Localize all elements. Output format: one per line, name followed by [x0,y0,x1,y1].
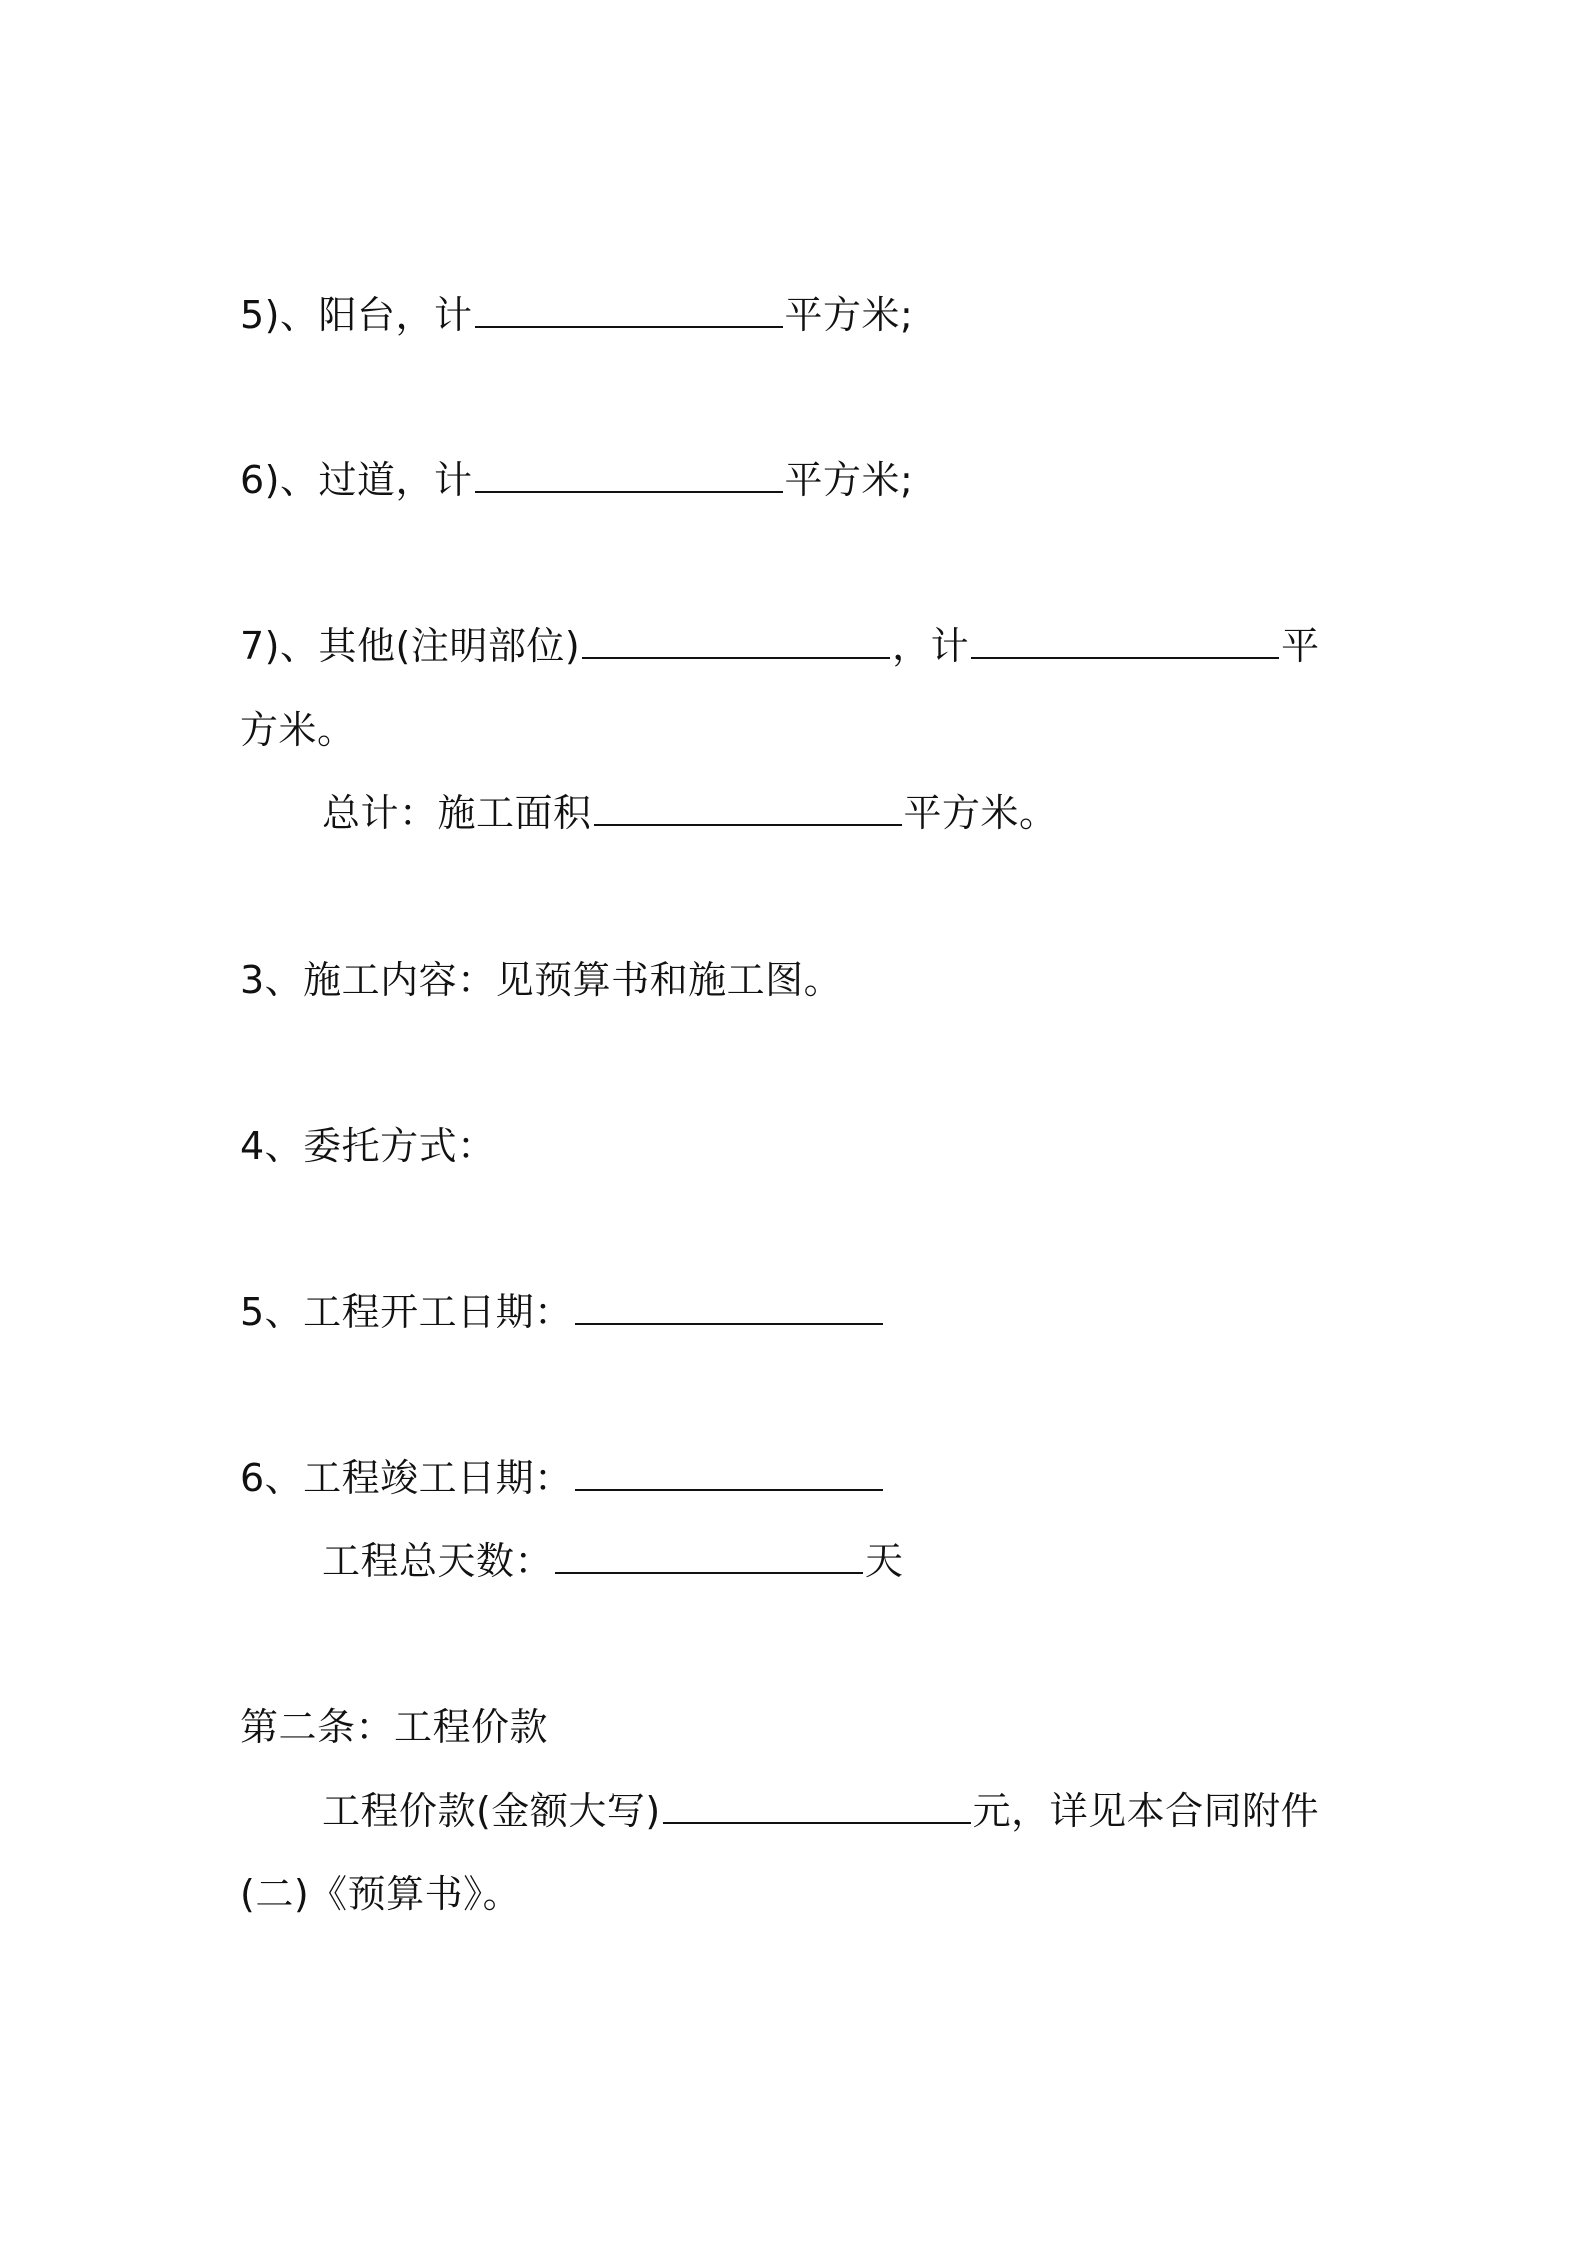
total-days-blank [555,1538,863,1574]
end-date-blank [575,1455,883,1491]
total-area-label: 总计：施工面积 [322,791,592,835]
other-count-label: ，计 [892,624,970,668]
line-end-date [240,1454,885,1502]
line-balcony [240,291,913,339]
line-total-area [322,789,1058,837]
article-two-heading: 第二条：工程价款 [240,1705,549,1749]
line-construction-content [240,956,842,1004]
other-label: 7)、其他(注明部位) [240,624,581,668]
line-other-continued [240,706,356,754]
total-area-unit: 平方米。 [903,791,1058,835]
line-total-days [322,1537,904,1585]
line-start-date [240,1288,885,1336]
construction-content-text: 3、施工内容：见预算书和施工图。 [240,958,843,1002]
start-date-label: 5、工程开工日期： [240,1290,573,1334]
other-area-blank [971,623,1279,659]
end-date-label: 6、工程竣工日期： [240,1456,573,1500]
corridor-area-blank [475,457,783,493]
price-blank [663,1788,971,1824]
balcony-label: 5)、阳台，计 [240,293,473,337]
price-continued-text: (二)《预算书》。 [240,1872,522,1916]
corridor-label: 6)、过道，计 [240,458,473,502]
price-suffix: 元，详见本合同附件 [972,1789,1320,1833]
other-unit-start: 平 [1281,624,1320,668]
line-entrust-method [240,1122,496,1170]
line-other [240,622,1320,670]
total-area-blank [594,790,902,826]
line-price [322,1787,1319,1835]
entrust-method-text: 4、委托方式： [240,1124,496,1168]
balcony-unit: 平方米; [784,293,914,337]
corridor-unit: 平方米; [784,458,914,502]
line-corridor [240,456,913,504]
start-date-blank [575,1289,883,1325]
balcony-area-blank [475,292,783,328]
total-days-label: 工程总天数： [322,1539,554,1583]
line-price-continued [240,1870,521,1918]
total-days-unit: 天 [865,1539,904,1583]
other-unit-end: 方米。 [240,708,356,752]
price-label: 工程价款(金额大写) [322,1789,661,1833]
other-location-blank [582,623,890,659]
line-article-two [240,1703,548,1751]
